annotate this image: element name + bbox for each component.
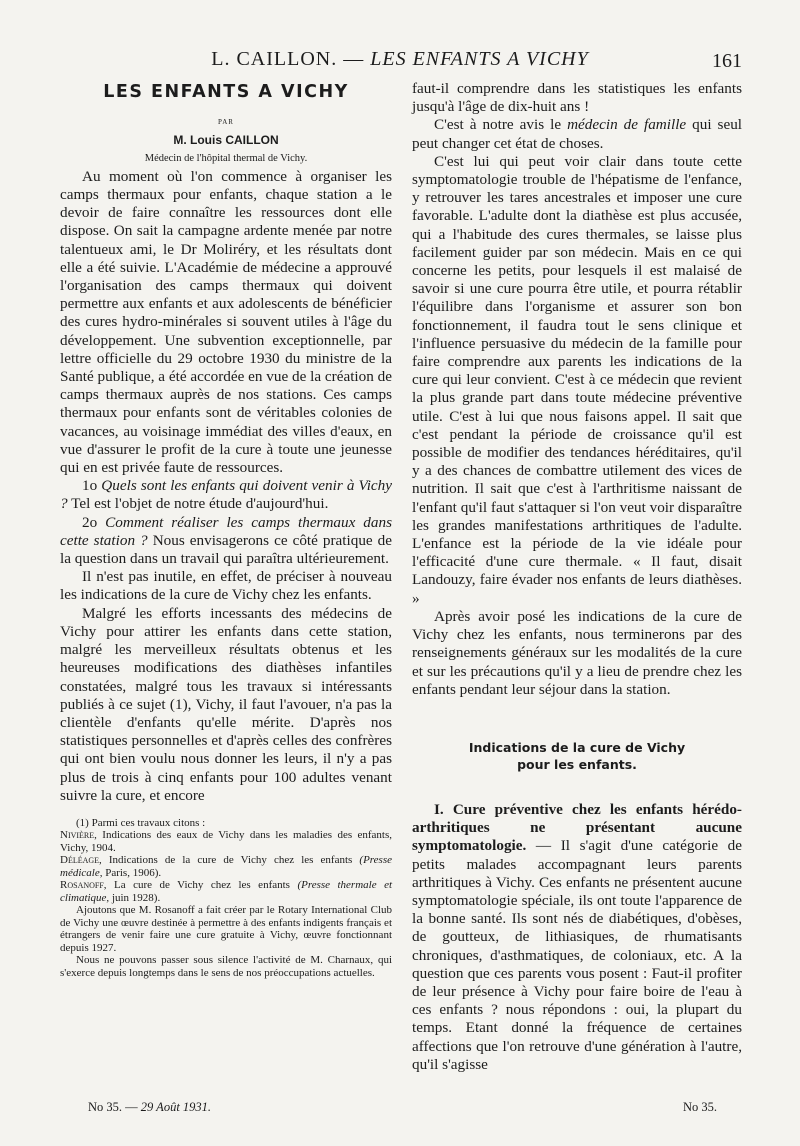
footnote-3-tail: juin 1928). bbox=[111, 891, 161, 904]
footnote-1-author: Nivière, bbox=[60, 829, 97, 842]
preventive-cure-text: — Il s'agit d'une catégorie de petits malades accompagnant leurs parents arthritiques à Vichy. Ces enfants ne présentent aucune symptomatologie spéciale, ils ont toute l'apparence de la bonne santé. Ils sont nés de diabétiques, d'obèses, de goutteux, de lithiasiques, de rhumatisants chroniques, d'asthmatiques, de coloniaux, etc. A la question que ces parents vous posent : Faut-il profiter de leur présence à Vichy pour faire boire de l'eau à ces enfants ? nous répondons : oui, la plupart du temps. Etant donné la fréquence de certaines affections que l'on retrouve d'une génération à l'autre, qu'il s'agisse bbox=[412, 837, 742, 1073]
paragraph-preventive-cure bbox=[412, 801, 742, 1074]
footnotes bbox=[60, 817, 392, 980]
footnote-intro: (1) Parmi ces travaux citons : bbox=[76, 816, 206, 829]
paragraph-family-doctor bbox=[412, 116, 742, 152]
section-heading bbox=[412, 739, 742, 773]
preventive-cure-heading: I. Cure préventive chez les enfants hérédo-arthritiques ne présentant aucune symptomatologie. bbox=[412, 800, 742, 855]
question-2-rest: Nous envisagerons ce côté pratique de la question dans un travail qui paraîtra ultérieurement. bbox=[60, 531, 393, 568]
footnote-3-author: Rosanoff, bbox=[60, 879, 107, 892]
footnote-3-source: (Presse thermale et climatique, bbox=[60, 879, 393, 904]
family-doctor-italic: médecin de famille bbox=[567, 116, 687, 134]
article-author: M. Louis CAILLON bbox=[173, 133, 279, 148]
footnote-2-author: Déléage, bbox=[60, 854, 102, 867]
section-heading-line-2: pour les enfants. bbox=[517, 756, 637, 772]
footnote-2-tail: Paris, 1906). bbox=[105, 866, 162, 879]
left-column bbox=[60, 78, 392, 979]
paragraph-summary: Après avoir posé les indications de la cure de Vichy chez les enfants, nous terminerons par des renseignements généraux sur les modalités de la cure et sur les précautions qu'il y a lieu de prendre chez les enfants pendant leur séjour dans la station. bbox=[412, 607, 742, 698]
folio-left-date: 29 Août 1931. bbox=[140, 1100, 212, 1114]
page-number: 161 bbox=[712, 50, 742, 72]
question-2-italic: Comment réaliser les camps thermaux dans cette station ? bbox=[60, 513, 392, 549]
footnote-1 bbox=[60, 829, 392, 854]
question-1-number: 1o bbox=[82, 477, 98, 495]
article-par: PAR bbox=[218, 118, 234, 127]
family-doctor-end: qui seul peut changer cet état de choses. bbox=[412, 116, 743, 152]
paragraph-question-2 bbox=[60, 514, 392, 569]
footnote-4: Ajoutons que M. Rosanoff a fait créer par le Rotary International Club de Vichy une œuvre destinée à permettre à des enfants indigents français et étrangers de venir faire une cure gratuite à Vichy, œuvre fonctionnant depuis 1927. bbox=[60, 904, 392, 954]
footnote-2-source: (Presse médicale, bbox=[60, 854, 392, 879]
footnote-3 bbox=[60, 879, 392, 904]
running-head-author: L. CAILLON. — bbox=[211, 48, 365, 70]
footnote-3-text: La cure de Vichy chez les enfants bbox=[114, 879, 290, 892]
footnote-2-text: Indications de la cure de Vichy chez les enfants bbox=[108, 854, 353, 867]
paragraph-intro: Au moment où l'on commence à organiser les camps thermaux pour enfants, chaque station a le devoir de faire connaître les ressources dont elle dispose. On sait la campagne ardente menée par notre talentueux ami, le Dr Moliréry, et les résultats dont elle a été suivie. L'Académie de médecine a approuvé l'organisation des camps thermaux qui doivent permettre aux enfants et aux adolescents de bénéficier des cures hydro-minérales si souvent utiles à l'âge du développement. Une subvention exceptionnelle, par lettre officielle du 29 octobre 1930 du ministre de la Santé publique, a été accordée en vue de la création de camps thermaux auprès de nos stations. Ces camps thermaux pour enfants sont de véritables colonies de vacances, au voisinage immédiat des villes d'eaux, en vue d'assurer le profit de la cure à toute une jeunesse qui en est privée faute de ressources. bbox=[60, 167, 392, 477]
folio-left bbox=[88, 1100, 211, 1115]
paragraph-question-1 bbox=[60, 477, 392, 513]
running-head bbox=[0, 48, 800, 71]
paragraph-efforts: Malgré les efforts incessants des médecins de Vichy pour attirer les enfants dans cette station, malgré les merveilleux résultats obtenus et les heureuses modifications des diathèses infantiles constatées, malgré tous les travaux si intéressants publiés à ce sujet (1), Vichy, il faut l'avouer, n'a pas la clientèle d'enfants qu'elle mérite. D'après nos statistiques personnelles et d'après celles des confrères qui ont bien voulu nous donner les leurs, il n'y a pas plus de trois à cinq enfants pour 100 adultes venant suivre la cure, et encore bbox=[60, 604, 392, 804]
question-1-italic: Quels sont les enfants qui doivent venir à Vichy ? bbox=[60, 477, 392, 513]
article-affiliation: Médecin de l'hôpital thermal de Vichy. bbox=[144, 152, 308, 164]
family-doctor-start: C'est à notre avis le bbox=[434, 116, 562, 134]
folio-right: No 35. bbox=[683, 1100, 718, 1114]
footnote-5: Nous ne pouvons passer sous silence l'activité de M. Charnaux, qui s'exerce depuis longtemps dans le sens de nos préoccupations actuelles. bbox=[60, 954, 392, 979]
right-column bbox=[412, 80, 742, 1074]
footnote-1-text: Indications des eaux de Vichy dans les maladies des enfants, Vichy, 1904. bbox=[60, 829, 392, 854]
paragraph-continuation: faut-il comprendre dans les statistiques les enfants jusqu'à l'âge de dix-huit ans ! bbox=[412, 80, 742, 116]
question-2-number: 2o bbox=[82, 513, 98, 531]
paragraph-clinical: C'est lui qui peut voir clair dans toute cette symptomatologie trouble de l'hépatisme de l'enfance, y retrouver les tares ancestrales et imposer une cure favorable. L'adulte dont la diathèse est plus accusée, qui a l'habitude des cures thermales, se laisse plus facilement guider par son médecin. Mais en ce qui concerne les petits, pour lesquels il est malaisé de savoir si une cure pourra être utile, et pourra rétablir l'équilibre dans l'organisme et assurer son bon fonctionnement, il faudra tout le sens clinique et l'influence persuasive du médecin de la famille pour faire comprendre aux parents les indications de la cure qui leur convient. C'est à ce médecin que revient la plus grande part dans toute médecine préventive utile. C'est à lui que nous faisons appel. Il sait que c'est pendant la période de croissance qu'il est possible de modifier des tendances héréditaires, qu'il y a des chances de combattre utilement des vices de nutrition. Il sait que c'est à l'arthritisme naissant de l'enfant qu'il faut s'attaquer si l'on veut voir disparaître les grandes manifestations arthritiques de l'adulte. L'enfance est la période de la vie idéale pour l'efficacité d'une cure thermale. « Il faut, disait Landouzy, faire évader nos enfants de leurs diathèses. » bbox=[412, 152, 742, 607]
section-heading-line-1: Indications de la cure de Vichy bbox=[468, 739, 686, 755]
folio-left-number: No 35. — bbox=[88, 1100, 138, 1114]
question-1-rest: Tel est l'objet de notre étude d'aujourd'hui. bbox=[71, 495, 329, 513]
footnote-2 bbox=[60, 854, 392, 879]
paragraph-precision: Il n'est pas inutile, en effet, de préciser à nouveau les indications de la cure de Vichy chez les enfants. bbox=[60, 568, 392, 604]
running-head-title: LES ENFANTS A VICHY bbox=[370, 48, 589, 70]
article-title: LES ENFANTS A VICHY bbox=[103, 82, 349, 102]
